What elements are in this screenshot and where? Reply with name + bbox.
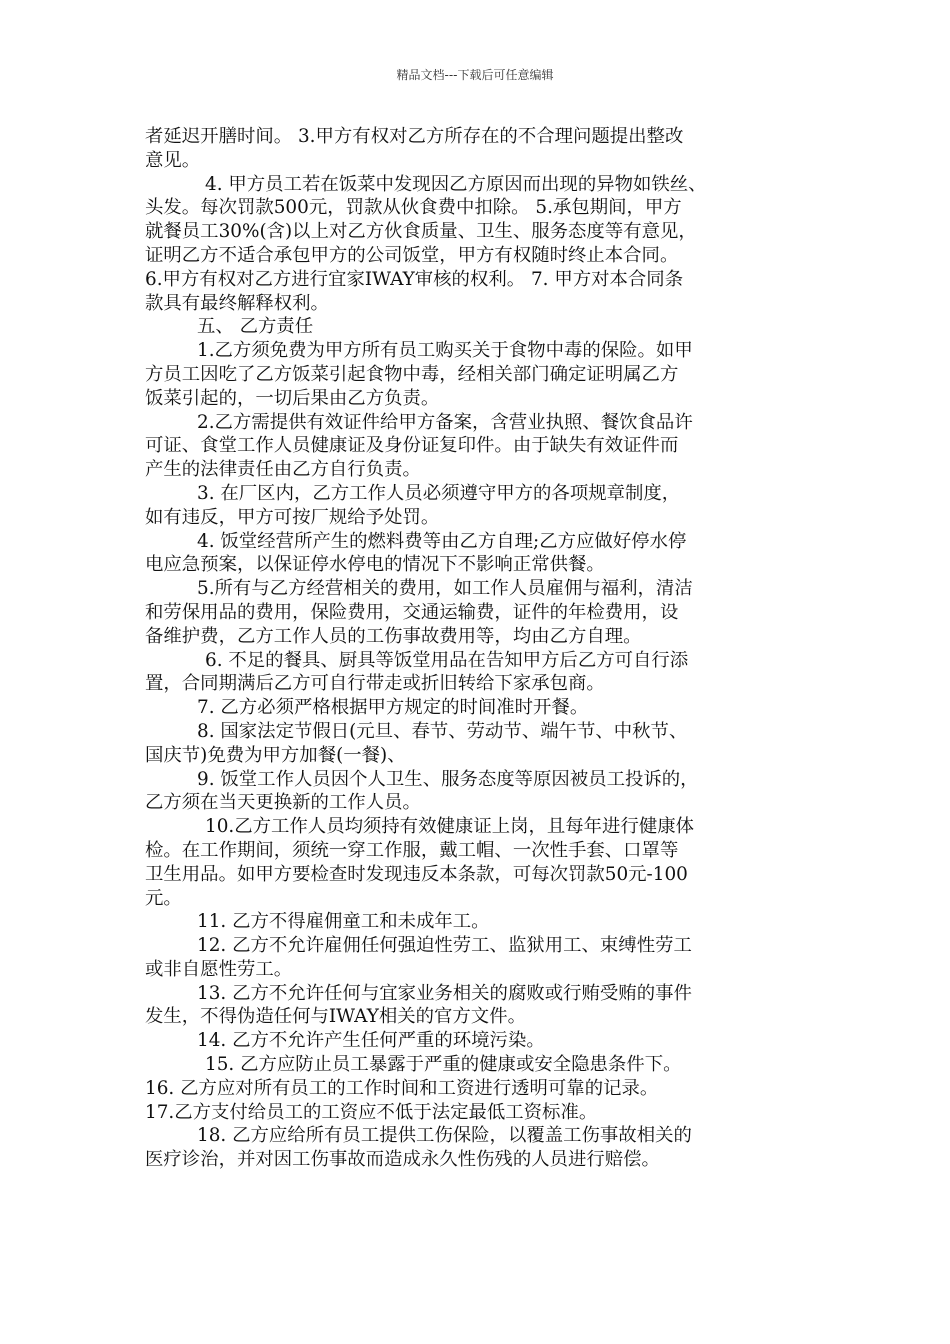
text-line: 14. 乙方不允许产生任何严重的环境污染。 bbox=[197, 1030, 545, 1052]
text-line: 证明乙方不适合承包甲方的公司饭堂，甲方有权随时终止本合同。 bbox=[145, 244, 679, 266]
text-line: 置，合同期满后乙方可自行带走或折旧转给下家承包商。 bbox=[145, 673, 605, 695]
text-line: 12. 乙方不允许雇佣任何强迫性劳工、监狱用工、束缚性劳工 bbox=[197, 935, 692, 957]
text-line: 1.乙方须免费为甲方所有员工购买关于食物中毒的保险。如甲 bbox=[197, 340, 693, 362]
text-line: 5.所有与乙方经营相关的费用，如工作人员雇佣与福利，清洁 bbox=[197, 578, 693, 600]
text-line: 乙方须在当天更换新的工作人员。 bbox=[145, 792, 421, 814]
text-line: 就餐员工30%(含)以上对乙方伙食质量、卫生、服务态度等有意见， bbox=[145, 221, 697, 243]
text-line: 4. 甲方员工若在饭菜中发现因乙方原因而出现的异物如铁丝、 bbox=[205, 173, 707, 195]
text-line: 2.乙方需提供有效证件给甲方备案，含营业执照、餐饮食品许 bbox=[197, 411, 693, 433]
text-line: 检。在工作期间，须统一穿工作服，戴工帽、一次性手套、口罩等 bbox=[145, 839, 679, 861]
text-line: 13. 乙方不允许任何与宜家业务相关的腐败或行贿受贿的事件 bbox=[197, 982, 692, 1004]
text-line: 产生的法律责任由乙方自行负责。 bbox=[145, 459, 421, 481]
document-body bbox=[145, 125, 810, 1172]
text-line: 发生，不得伪造任何与IWAY相关的官方文件。 bbox=[145, 1006, 526, 1028]
text-line: 3. 在厂区内，乙方工作人员必须遵守甲方的各项规章制度， bbox=[197, 482, 681, 504]
text-line: 4. 饭堂经营所产生的燃料费等由乙方自理;乙方应做好停水停 bbox=[197, 530, 687, 552]
text-line: 7. 乙方必须严格根据甲方规定的时间准时开餐。 bbox=[197, 697, 589, 719]
text-line: 6. 不足的餐具、厨具等饭堂用品在告知甲方后乙方可自行添 bbox=[205, 649, 689, 671]
text-line: 8. 国家法定节假日(元旦、春节、劳动节、端午节、中秋节、 bbox=[197, 720, 688, 742]
text-line: 10.乙方工作人员均须持有效健康证上岗，且每年进行健康体 bbox=[205, 816, 695, 838]
text-line: 17.乙方支付给员工的工资应不低于法定最低工资标准。 bbox=[145, 1101, 598, 1123]
text-line: 国庆节)免费为甲方加餐(一餐)、 bbox=[145, 744, 406, 766]
text-line: 可证、食堂工作人员健康证及身份证复印件。由于缺失有效证件而 bbox=[145, 435, 679, 457]
text-line: 或非自愿性劳工。 bbox=[145, 958, 293, 980]
text-line: 9. 饭堂工作人员因个人卫生、服务态度等原因被员工投诉的， bbox=[197, 768, 699, 790]
text-line: 意见。 bbox=[145, 149, 201, 171]
text-line: 医疗诊治，并对因工伤事故而造成永久性伤残的人员进行赔偿。 bbox=[145, 1149, 660, 1171]
text-line: 18. 乙方应给所有员工提供工伤保险，以覆盖工伤事故相关的 bbox=[197, 1125, 692, 1147]
text-line: 和劳保用品的费用，保险费用，交通运输费，证件的年检费用，设 bbox=[145, 601, 679, 623]
text-line: 方员工因吃了乙方饭菜引起食物中毒，经相关部门确定证明属乙方 bbox=[145, 363, 679, 385]
text-line: 款具有最终解释权利。 bbox=[145, 292, 329, 314]
text-line: 11. 乙方不得雇佣童工和未成年工。 bbox=[197, 911, 490, 933]
text-line: 卫生用品。如甲方要检查时发现违反本条款，可每次罚款50元-100 bbox=[145, 863, 688, 885]
text-line: 饭菜引起的，一切后果由乙方负责。 bbox=[145, 387, 440, 409]
text-line: 备维护费，乙方工作人员的工伤事故费用等，均由乙方自理。 bbox=[145, 625, 642, 647]
text-line: 16. 乙方应对所有员工的工作时间和工资进行透明可靠的记录。 bbox=[145, 1077, 659, 1099]
text-line: 电应急预案，以保证停水停电的情况下不影响正常供餐。 bbox=[145, 554, 605, 576]
text-line: 头发。每次罚款500元，罚款从伙食费中扣除。 5.承包期间，甲方 bbox=[145, 197, 682, 219]
text-line: 五、 乙方责任 bbox=[197, 316, 314, 338]
page-header: 精品文档---下载后可任意编辑 bbox=[396, 68, 554, 82]
text-line: 元。 bbox=[145, 887, 182, 909]
text-line: 者延迟开膳时间。 3.甲方有权对乙方所存在的不合理问题提出整改 bbox=[145, 126, 684, 147]
text-line: 如有违反，甲方可按厂规给予处罚。 bbox=[145, 506, 440, 528]
text-line: 15. 乙方应防止员工暴露于严重的健康或安全隐患条件下。 bbox=[205, 1054, 682, 1076]
text-line: 6.甲方有权对乙方进行宜家IWAY审核的权利。 7. 甲方对本合同条 bbox=[145, 268, 684, 290]
